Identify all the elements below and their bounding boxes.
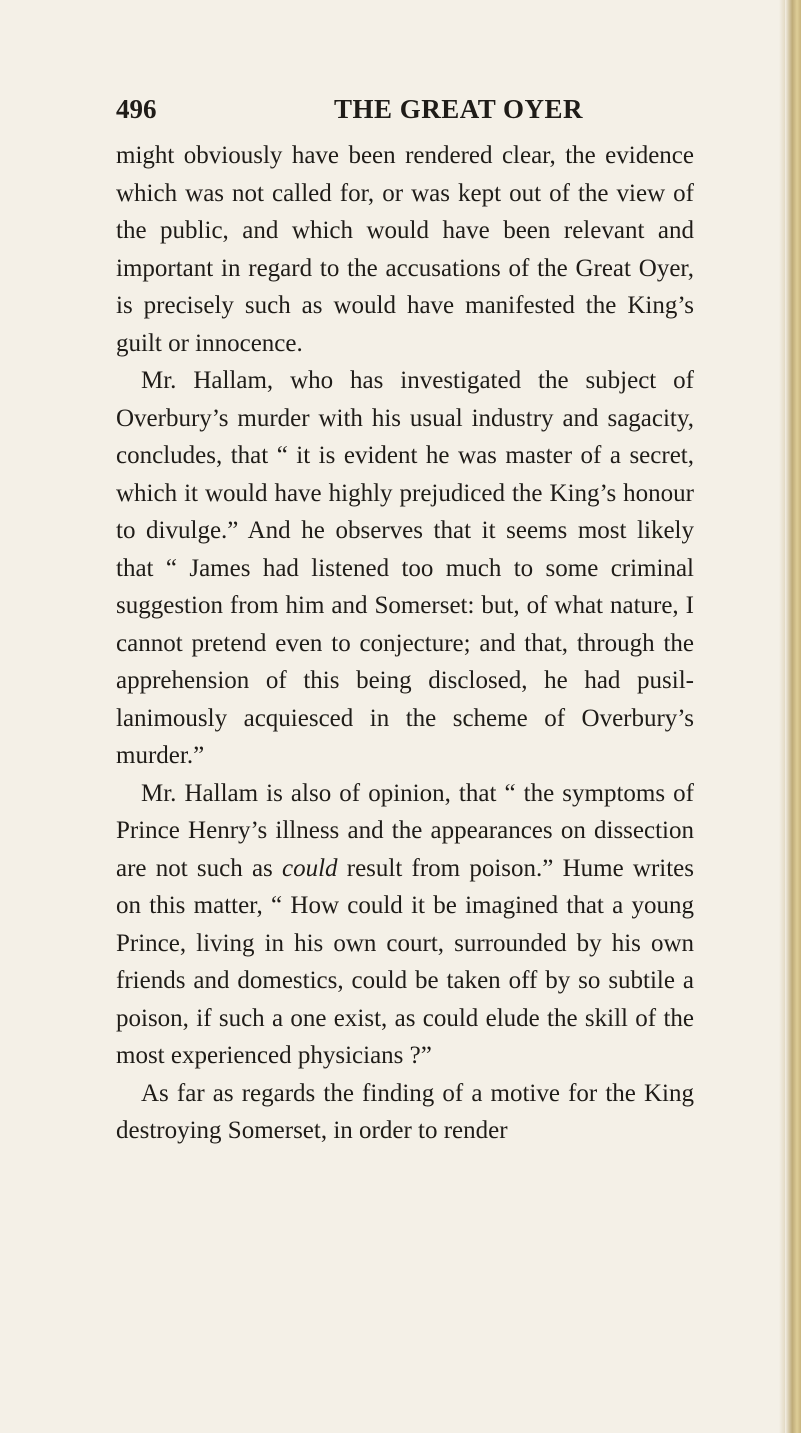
page-number: 496 [116, 94, 157, 124]
paragraph-hallam-overbury: Mr. Hallam, who has investigated the subject of Overbury’s murder with his usual industry and sagacity, concludes, that “ it is evident he was master of a secret, which it would have highly prejudiced the King’s honour to divulge.” And he observes that it seems most likely that “ James had listened too much to some criminal suggestion from him and Somerset: but, of what nature, I cannot pretend even to conjecture; and that, through the apprehension of this being disclosed, he had pusillanimously acquiesced in the scheme of Overbury’s murder.” [116, 367, 694, 769]
paragraph-prince-henry-before: Mr. Hallam is also of opinion, that “ the symptoms of Prince Henry’s illness and the appearances on dissection are not such as [116, 779, 694, 882]
chapter-title: THE GREAT OYER [334, 94, 584, 124]
emphasized-word: could [282, 854, 338, 882]
running-head [116, 91, 716, 127]
paragraph-motive: As far as regards the finding of a motive for the King destroying Somerset, in order to render [116, 1079, 694, 1144]
paragraph-prince-henry-after: result from poison.” Hume writes on this matter, “ How could it be imagined that a young Prince, living in his own court, surrounded by his own friends and domestics, could be taken off by so subtile a poison, if such a one exist, as could elude the skill of the most experienced physicians ?” [116, 854, 694, 1069]
paragraph-prince-henry [116, 775, 694, 1075]
body-text [116, 137, 694, 1150]
paragraph-continuation: might obviously have been rendered clear, the evidence which was not called for, or was kept out of the view of the public, and which would have been relevant and important in regard to the accusations of the Great Oyer, is precisely such as would have manifested the King’s guilt or innocence. [116, 142, 694, 357]
page-edge [785, 0, 801, 1433]
